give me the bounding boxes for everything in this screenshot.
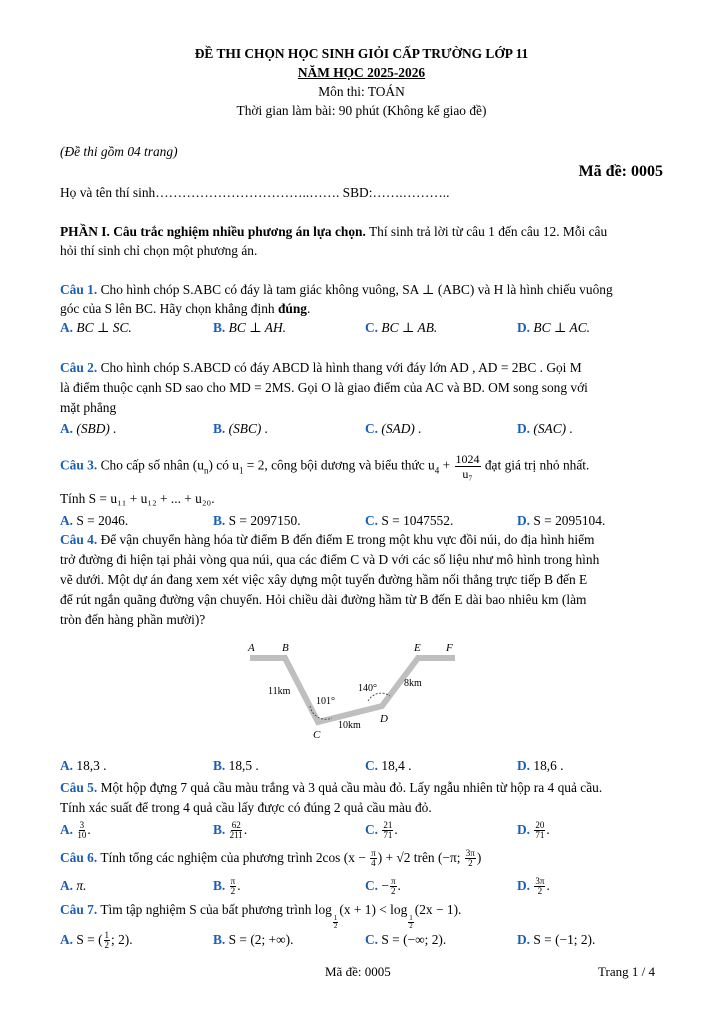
q3-option-c[interactable]: C. S = 1047552. [365,513,454,528]
label-cd: 10km [338,720,361,731]
q7-line1 [60,900,663,930]
time-limit: Thời gian làm bài: 90 phút (Không kể giao đề) [236,103,487,118]
part1-title: PHẦN I. Câu trắc nghiệm nhiều phương án lựa chọn. [60,224,366,239]
q4-road-figure [240,636,470,746]
part1-intro [60,222,663,242]
q3-option-a[interactable]: A. S = 2046. [60,513,129,528]
point-b: B [282,642,289,654]
part1-desc: Thí sinh trả lời từ câu 1 đến câu 12. Mỗi câu [365,224,608,239]
q3-line2: Tính S = u₁₁ + u₁₂ + ... + u₂₀. [60,491,215,506]
q2-line2: là điểm thuộc cạnh SD sao cho MD = 2MS. Gọi O là giao điểm của AC và BD. OM song song với [60,380,588,395]
q5-options [60,820,663,844]
point-c: C [313,729,321,741]
q2-line1 [60,358,663,378]
q3-label: Câu 3. [60,457,98,473]
student-info: Họ và tên thí sinh……………………………..……. SBD:…….……….. [60,185,450,200]
footer-code: Mã đề: 0005 [325,964,391,979]
point-a: A [248,642,255,654]
q5-line1 [60,778,663,798]
q7-t2: (x + 1) < log [339,902,408,917]
q7-options [60,930,663,954]
q2-options [60,419,663,439]
q1-options [60,318,663,338]
q5-option-d[interactable]: D. $\frac{20}{71}$ . [517,820,550,841]
school-year: NĂM HỌC 2025-2026 [297,65,426,80]
q1-line2 [60,299,663,319]
q1-end: . [306,301,311,316]
subject: Môn thi: TOÁN [318,84,405,99]
point-d: D [380,713,388,725]
q1-option-a[interactable]: A. BC ⊥ SC. [60,320,132,335]
q4-line1 [60,530,663,550]
q7-option-a[interactable]: A. S = ( $\frac{1}{2}$ ; 2). [60,930,133,951]
q4-option-b[interactable]: B. 18,5 . [213,758,259,773]
q4-label: Câu 4. [60,532,98,547]
q6-t3: ) [476,850,482,865]
q3-line1 [60,452,663,481]
pages-note: (Đề thi gồm 04 trang) [60,144,178,159]
exam-code: Mã đề: 0005 [578,163,663,180]
q4-option-d[interactable]: D. 18,6 . [517,758,564,773]
q3-t3: ) có u [208,457,239,473]
q6-option-c[interactable]: C. − $\frac{\pi}{2}$ . [365,876,401,897]
q3-frac-num: 1024 [455,452,480,466]
q3-t8: đạt giá trị nhỏ nhất. [481,457,590,473]
q2-option-d[interactable]: D. (SAC) . [517,421,573,436]
q7-option-b[interactable]: B. S = (2; +∞). [213,932,294,947]
q6-options [60,876,663,900]
q3-t4: 1 [238,465,244,476]
q7-label: Câu 7. [60,902,98,917]
q1-label: Câu 1. [60,282,98,297]
q4-line2: trở đường đi hiện tại phải vòng qua núi, qua các điểm C và D với các số liệu như mô hình trong hình [60,552,600,567]
q6-line1 [60,848,663,872]
q3-option-b[interactable]: B. S = 2097150. [213,513,301,528]
q4-line5: tròn đến hàng phần mười)? [60,612,206,627]
q3-t1: Cho cấp số nhân (u [97,457,204,473]
label-de: 8km [404,678,422,689]
q6-t2: ) + √2 trên (−π; [377,850,464,865]
q1-option-d[interactable]: D. BC ⊥ AC. [517,320,591,335]
q3-t2: n [203,465,209,476]
footer-page: Trang 1 / 4 [598,964,655,979]
point-f: F [446,642,453,654]
q7-option-c[interactable]: C. S = (−∞; 2). [365,932,447,947]
q4-line4: để rút ngắn quãng đường vận chuyển. Hỏi chiều dài đường hầm từ B đến E dài bao nhiêu km (làm [60,592,587,607]
q2-option-b[interactable]: B. (SBC) . [213,421,269,436]
label-bc: 11km [268,686,291,697]
q6-frac1: $\frac{\pi}{4}$ [371,848,376,869]
q5-line2: Tính xác suất để trong 4 quả cầu lấy được có đúng 2 quả cầu màu đỏ. [60,800,432,815]
q5-option-c[interactable]: C. $\frac{21}{71}$ . [365,820,398,841]
q1-option-c[interactable]: C. BC ⊥ AB. [365,320,438,335]
q3-fraction [455,452,481,481]
q6-t1: Tính tổng các nghiệm của phương trình 2cos (x − [97,850,370,865]
q4-option-a[interactable]: A. 18,3 . [60,758,107,773]
q2-text1: Cho hình chóp S.ABCD có đáy ABCD là hình thang với đáy lớn AD , AD = 2BC . Gọi M [97,360,582,375]
q1-line1 [60,280,663,300]
q2-label: Câu 2. [60,360,98,375]
q7-base2: $\frac{1}{2}$ [409,914,413,930]
q5-label: Câu 5. [60,780,98,795]
q3-t6: 4 [434,465,440,476]
q5-text1: Một hộp đựng 7 quả cầu màu trắng và 3 quả cầu màu đỏ. Lấy ngẫu nhiên từ hộp ra 4 quả cầu. [97,780,603,795]
q4-text1: Để vận chuyển hàng hóa từ điểm B đến điểm E trong một khu vực đồi núi, do địa hình hiểm [97,532,595,547]
q3-option-d[interactable]: D. S = 2095104. [517,513,606,528]
q1-emph: đúng [277,301,307,316]
q7-t1: Tìm tập nghiệm S của bất phương trình log [97,902,332,917]
q7-base1: $\frac{1}{2}$ [333,914,338,930]
q7-option-d[interactable]: D. S = (−1; 2). [517,932,596,947]
part1-desc-2: hỏi thí sinh chỉ chọn một phương án. [60,243,258,258]
q4-option-c[interactable]: C. 18,4 . [365,758,412,773]
q6-option-b[interactable]: B. $\frac{\pi}{2}$ . [213,876,241,897]
q3-t7: + [439,457,451,473]
point-e: E [414,642,421,654]
q7-t3: (2x − 1). [414,902,462,917]
q3-t5: = 2, công bội dương và biểu thức u [243,457,435,473]
q3-frac-den: u₇ [462,467,473,481]
q2-option-a[interactable]: A. (SBD) . [60,421,117,436]
q1-text1: Cho hình chóp S.ABC có đáy là tam giác không vuông, SA ⊥ (ABC) và H là hình chiếu vuông [97,282,613,297]
q2-option-c[interactable]: C. (SAD) . [365,421,422,436]
exam-title: ĐỀ THI CHỌN HỌC SINH GIỎI CẤP TRƯỜNG LỚP 11 [194,46,529,61]
q4-line3: vẽ dưới. Một dự án đang xem xét việc xây dựng một tuyến đường hầm nối thẳng trực tiếp B đến E [60,572,588,587]
q6-option-a[interactable]: A. π. [60,878,87,893]
q3-options [60,511,663,531]
q5-option-b[interactable]: B. $\frac{62}{211}$ . [213,820,248,841]
q1-text2: góc của S lên BC. Hãy chọn khẳng định [60,301,278,316]
q2-line3: mặt phẳng [60,400,117,415]
q6-frac2: $\frac{3\pi}{2}$ [465,848,475,869]
label-angle-d: 140° [358,683,377,694]
q4-options [60,756,663,776]
label-angle-c: 101° [316,696,335,707]
q5-option-a[interactable]: A. $\frac{3}{10}$ . [60,820,91,841]
q6-option-d[interactable]: D. $\frac{3\pi}{2}$ . [517,876,550,897]
q6-label: Câu 6. [60,850,98,865]
q1-option-b[interactable]: B. BC ⊥ AH. [213,320,286,335]
